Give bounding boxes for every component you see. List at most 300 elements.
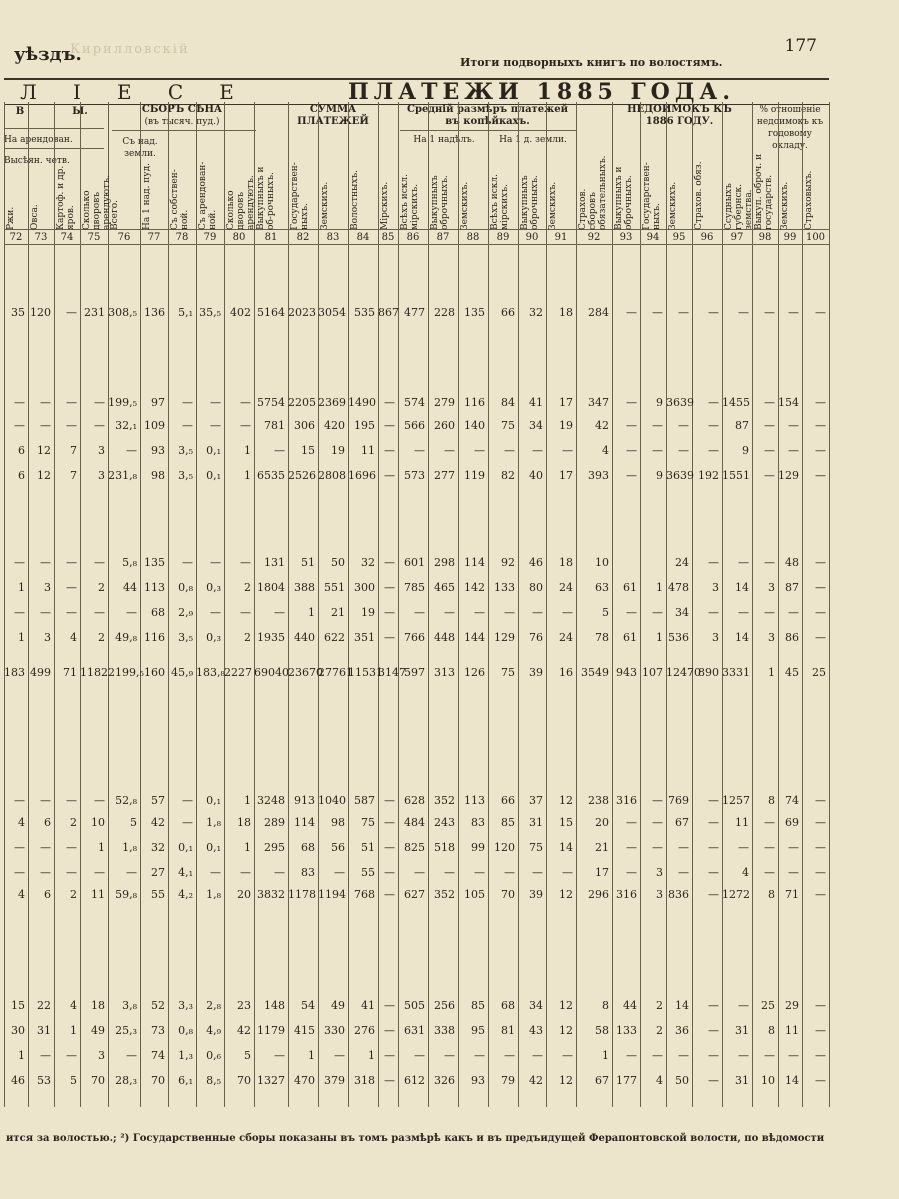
table-cell: 6,₁ [178, 1074, 193, 1087]
table-cell: 20 [237, 888, 251, 901]
table-cell: 347 [588, 396, 609, 409]
table-cell: 73 [151, 1024, 165, 1037]
table-cell: 4 [656, 1074, 663, 1087]
table-cell: 49 [331, 999, 345, 1012]
table-cell: 3 [768, 581, 775, 594]
table-cell: 71 [63, 666, 77, 679]
table-cell: 2 [98, 581, 105, 594]
table-cell: 19 [331, 444, 345, 457]
table-cell: 14 [785, 1074, 799, 1087]
table-cell: 19 [559, 419, 573, 432]
table-cell: 1 [98, 841, 105, 854]
table-cell: — [504, 1049, 515, 1062]
column-number: 73 [34, 232, 48, 243]
table-cell: 631 [404, 1024, 425, 1037]
table-cell: 31 [37, 1024, 51, 1037]
table-cell: — [626, 396, 637, 409]
table-cell: 27761 [318, 666, 353, 679]
table-cell: 448 [434, 631, 455, 644]
table-cell: 3147 [378, 666, 406, 679]
table-cell: 3331 [722, 666, 750, 679]
table-cell: 256 [434, 999, 455, 1012]
table-cell: — [815, 306, 826, 319]
table-cell: — [334, 866, 345, 879]
column-label: Волостныхъ. [350, 169, 360, 230]
table-cell: 34 [675, 606, 689, 619]
table-cell: 587 [354, 794, 375, 807]
table-cell: 61 [623, 581, 637, 594]
table-cell: — [626, 816, 637, 829]
table-cell: — [66, 306, 77, 319]
table-cell: 1 [70, 1024, 77, 1037]
table-row [0, 663, 830, 683]
table-cell: — [652, 419, 663, 432]
table-cell: — [815, 444, 826, 457]
table-cell: 177 [616, 1074, 637, 1087]
table-cell: — [40, 396, 51, 409]
table-cell: 4,₁ [178, 866, 193, 879]
column-number: 76 [117, 232, 131, 243]
column-label: Всѣхъ искл. мірскихъ. [490, 174, 510, 230]
table-cell: 116 [144, 631, 165, 644]
table-cell: 129 [778, 469, 799, 482]
table-cell: — [14, 866, 25, 879]
table-cell: 7 [70, 444, 77, 457]
table-row [0, 863, 830, 883]
column-number: 74 [60, 232, 74, 243]
table-cell: 14 [735, 631, 749, 644]
table-cell: 1194 [318, 888, 346, 901]
table-cell: 769 [668, 794, 689, 807]
table-cell: 5 [130, 816, 137, 829]
table-cell: 352 [434, 888, 455, 901]
table-cell: 551 [324, 581, 345, 594]
table-cell: 51 [361, 841, 375, 854]
table-cell: — [40, 794, 51, 807]
table-cell: 11 [735, 816, 749, 829]
table-cell: 1 [18, 631, 25, 644]
table-cell: 81 [501, 1024, 515, 1037]
section-letter: Л [20, 80, 41, 104]
table-cell: — [764, 1049, 775, 1062]
table-cell: — [126, 606, 137, 619]
table-cell: — [788, 841, 799, 854]
table-cell: — [384, 444, 395, 457]
table-cell: 238 [588, 794, 609, 807]
table-cell: — [40, 556, 51, 569]
section-title-bar [4, 78, 829, 105]
table-cell: — [40, 841, 51, 854]
table-cell: 1 [656, 581, 663, 594]
table-cell: 154 [778, 396, 799, 409]
table-cell: 295 [264, 841, 285, 854]
section-left-letters [4, 80, 254, 104]
table-cell: 0,₃ [206, 581, 221, 594]
table-cell: 50 [331, 556, 345, 569]
table-cell: 69 [785, 816, 799, 829]
table-cell: 9 [656, 469, 663, 482]
table-cell: — [66, 794, 77, 807]
table-cell: 68 [151, 606, 165, 619]
table-cell: — [708, 888, 719, 901]
running-head-left: уѣздъ. [14, 44, 82, 65]
table-cell: 1,₈ [122, 841, 137, 854]
table-cell: — [652, 606, 663, 619]
column-label: Съ собствен-ной. [170, 169, 190, 230]
table-cell: — [384, 841, 395, 854]
group-header-nedoimok: НЕДОИМОКЪ КЪ 1886 ГОДУ. [627, 104, 732, 127]
table-cell: 50 [675, 1074, 689, 1087]
table-cell: 31 [735, 1074, 749, 1087]
table-cell: 45 [785, 666, 799, 679]
table-cell: 43 [529, 1024, 543, 1037]
table-cell: 2,₉ [178, 606, 193, 619]
section-letter: С [167, 80, 188, 104]
table-cell: 87 [785, 581, 799, 594]
table-row [0, 1021, 830, 1041]
column-label: Мірскихъ. [380, 181, 390, 230]
table-cell: — [788, 1049, 799, 1062]
column-label: Выкупныхъ оброчныхъ. [520, 175, 540, 230]
table-cell: — [414, 444, 425, 457]
table-cell: — [384, 999, 395, 1012]
table-cell: 15 [559, 816, 573, 829]
table-cell: — [66, 556, 77, 569]
table-cell: 74 [785, 794, 799, 807]
table-cell: 98 [151, 469, 165, 482]
table-cell: 913 [294, 794, 315, 807]
column-label: Земскихъ. [320, 181, 330, 230]
table-cell: 6 [18, 444, 25, 457]
table-cell: 16 [559, 666, 573, 679]
table-cell: 67 [675, 816, 689, 829]
table-cell: 289 [264, 816, 285, 829]
table-cell: 10 [91, 816, 105, 829]
table-cell: — [274, 606, 285, 619]
table-cell: 1182 [80, 666, 108, 679]
table-cell: 2227 [224, 666, 252, 679]
table-cell: 379 [324, 1074, 345, 1087]
table-cell: — [788, 866, 799, 879]
table-cell: 1 [244, 841, 251, 854]
table-cell: — [626, 469, 637, 482]
column-number: 99 [783, 232, 797, 243]
table-row [0, 996, 830, 1016]
table-cell: 120 [494, 841, 515, 854]
table-cell: 25,₃ [115, 1024, 137, 1037]
table-cell: — [504, 444, 515, 457]
table-cell: — [274, 1049, 285, 1062]
table-cell: — [788, 444, 799, 457]
table-cell: 597 [404, 666, 425, 679]
table-cell: 1455 [722, 396, 750, 409]
table-cell: 627 [404, 888, 425, 901]
table-cell: 12470 [666, 666, 701, 679]
table-row [0, 885, 830, 905]
table-cell: — [626, 841, 637, 854]
table-cell: — [708, 396, 719, 409]
table-cell: 135 [464, 306, 485, 319]
table-cell: — [708, 419, 719, 432]
table-cell: 192 [698, 469, 719, 482]
table-cell: 3 [44, 581, 51, 594]
table-cell: — [384, 794, 395, 807]
table-cell: 135 [144, 556, 165, 569]
table-cell: — [14, 419, 25, 432]
column-number: 83 [326, 232, 340, 243]
table-cell: 133 [494, 581, 515, 594]
table-cell: 785 [404, 581, 425, 594]
table-cell: 74 [151, 1049, 165, 1062]
table-cell: 11531 [348, 666, 383, 679]
table-cell: 195 [354, 419, 375, 432]
table-cell: — [240, 419, 251, 432]
table-cell: — [240, 606, 251, 619]
table-row [0, 393, 830, 413]
table-cell: 41 [361, 999, 375, 1012]
table-cell: — [334, 1049, 345, 1062]
group-header-arendovan: На арендован. [4, 135, 73, 145]
table-cell: 3054 [318, 306, 346, 319]
table-cell: 5 [602, 606, 609, 619]
column-number: 88 [466, 232, 480, 243]
table-cell: 2 [244, 631, 251, 644]
table-cell: 1 [18, 581, 25, 594]
table-cell: — [384, 1074, 395, 1087]
table-cell: 75 [501, 419, 515, 432]
table-cell: — [764, 419, 775, 432]
table-cell: 470 [294, 1074, 315, 1087]
column-number: 75 [87, 232, 101, 243]
table-cell: 3 [712, 581, 719, 594]
table-cell: 114 [464, 556, 485, 569]
table-cell: 3 [98, 1049, 105, 1062]
table-cell: — [414, 866, 425, 879]
table-cell: — [182, 556, 193, 569]
section-title: ПЛАТЕЖИ 1885 ГОДА. [348, 79, 735, 105]
column-number: 96 [700, 232, 714, 243]
column-label: Ржи. [6, 206, 16, 230]
table-cell: 8 [768, 888, 775, 901]
table-row [0, 303, 830, 323]
table-cell: 1,₈ [206, 888, 221, 901]
table-cell: 3 [712, 631, 719, 644]
table-cell: — [678, 306, 689, 319]
table-cell: 781 [264, 419, 285, 432]
table-cell: — [210, 396, 221, 409]
table-cell: 31 [735, 1024, 749, 1037]
table-cell: 0,₁ [206, 469, 221, 482]
table-cell: 85 [501, 816, 515, 829]
table-cell: — [40, 866, 51, 879]
table-cell: 46 [11, 1074, 25, 1087]
table-cell: — [384, 888, 395, 901]
table-cell: 612 [404, 1074, 425, 1087]
table-cell: — [384, 866, 395, 879]
section-letter: Е [219, 80, 238, 104]
table-cell: 52 [151, 999, 165, 1012]
table-cell: 393 [588, 469, 609, 482]
table-cell: 83 [471, 816, 485, 829]
table-cell: 12 [559, 1024, 573, 1037]
ghost-text: Кирилловскій [70, 42, 190, 57]
table-cell: — [532, 606, 543, 619]
table-cell: — [274, 866, 285, 879]
table-cell: 10 [595, 556, 609, 569]
table-cell: — [764, 606, 775, 619]
table-cell: 57 [151, 794, 165, 807]
table-cell: 2199,₅ [108, 666, 144, 679]
table-cell: 93 [151, 444, 165, 457]
table-cell: 3,₅ [178, 469, 193, 482]
table-cell: 114 [294, 816, 315, 829]
column-number: 91 [554, 232, 568, 243]
table-cell: — [210, 606, 221, 619]
table-cell: 15 [11, 999, 25, 1012]
table-cell: 44 [123, 581, 137, 594]
table-cell: 1179 [257, 1024, 285, 1037]
table-cell: — [66, 396, 77, 409]
table-cell: — [126, 444, 137, 457]
table-cell: 86 [785, 631, 799, 644]
table-cell: — [815, 1049, 826, 1062]
table-cell: — [708, 841, 719, 854]
table-cell: 46 [529, 556, 543, 569]
table-cell: 2369 [318, 396, 346, 409]
table-cell: 66 [501, 794, 515, 807]
table-cell: — [384, 556, 395, 569]
table-cell: — [444, 1049, 455, 1062]
table-cell: — [708, 606, 719, 619]
table-cell: 6 [44, 816, 51, 829]
table-cell: 12 [37, 444, 51, 457]
table-cell: — [815, 866, 826, 879]
column-label: Государствен-ныхъ. [642, 162, 662, 230]
table-cell: — [708, 816, 719, 829]
table-cell: 80 [529, 581, 543, 594]
table-cell: 477 [404, 306, 425, 319]
table-cell: 316 [616, 794, 637, 807]
table-cell: 12 [559, 888, 573, 901]
table-cell: 7 [70, 469, 77, 482]
table-cell: 14 [735, 581, 749, 594]
table-cell: 518 [434, 841, 455, 854]
table-cell: 1 [244, 444, 251, 457]
footnote: ится за волостью.; ²) Государственные сборы показаны въ томъ размѣрѣ какъ и въ предъидущей Ферапонтовской волости, по вѣдомости [6, 1133, 825, 1144]
table-cell: 160 [144, 666, 165, 679]
table-cell: 1 [602, 1049, 609, 1062]
column-number: 78 [175, 232, 189, 243]
table-cell: — [182, 396, 193, 409]
table-cell: 1040 [318, 794, 346, 807]
table-cell: 2 [70, 816, 77, 829]
table-cell: 70 [151, 1074, 165, 1087]
table-cell: 136 [144, 306, 165, 319]
column-number: 90 [525, 232, 539, 243]
table-cell: — [210, 419, 221, 432]
table-cell: — [626, 306, 637, 319]
table-cell: 28,₃ [115, 1074, 137, 1087]
table-cell: — [210, 866, 221, 879]
table-cell: 54 [301, 999, 315, 1012]
table-cell: 505 [404, 999, 425, 1012]
table-cell: 17 [559, 469, 573, 482]
header-rule [112, 130, 256, 131]
table-cell: — [708, 306, 719, 319]
table-cell: 42 [595, 419, 609, 432]
column-label: Государствен-ныхъ. [290, 162, 310, 230]
table-cell: 3832 [257, 888, 285, 901]
table-cell: 113 [144, 581, 165, 594]
table-cell: — [384, 469, 395, 482]
table-cell: 148 [264, 999, 285, 1012]
table-cell: 10 [761, 1074, 775, 1087]
table-cell: 25 [812, 666, 826, 679]
table-cell: 142 [464, 581, 485, 594]
table-cell: — [474, 444, 485, 457]
table-cell: — [815, 794, 826, 807]
table-cell: 183 [4, 666, 25, 679]
table-cell: — [708, 556, 719, 569]
table-cell: 99 [471, 841, 485, 854]
table-cell: 17 [595, 866, 609, 879]
table-cell: 42 [237, 1024, 251, 1037]
table-cell: 1327 [257, 1074, 285, 1087]
table-cell: — [815, 606, 826, 619]
table-cell: 8,₅ [206, 1074, 221, 1087]
table-cell: — [14, 794, 25, 807]
column-number: 86 [406, 232, 420, 243]
column-label: Страхов. сборовъ обязательныхъ. [578, 155, 608, 230]
table-cell: 867 [378, 306, 399, 319]
column-label: Овса. [30, 204, 40, 230]
table-row [0, 416, 830, 436]
table-cell: 45,₉ [171, 666, 193, 679]
table-cell: 2808 [318, 469, 346, 482]
table-cell: 98 [331, 816, 345, 829]
table-row [0, 628, 830, 648]
table-cell: 825 [404, 841, 425, 854]
table-cell: — [384, 816, 395, 829]
table-cell: 129 [494, 631, 515, 644]
table-cell: 1 [768, 666, 775, 679]
table-cell: — [562, 606, 573, 619]
table-cell: 70 [237, 1074, 251, 1087]
group-header-sbor-sena-sub: (въ тысяч. пуд.) [144, 117, 220, 127]
group-header-v: В [15, 106, 25, 117]
table-cell: 0,₁ [178, 841, 193, 854]
table-cell: 3 [98, 444, 105, 457]
table-cell: — [532, 1049, 543, 1062]
table-cell: 17 [559, 396, 573, 409]
table-cell: 32,₁ [115, 419, 137, 432]
table-cell: 1,₃ [178, 1049, 193, 1062]
table-cell: — [384, 1049, 395, 1062]
table-cell: 279 [434, 396, 455, 409]
column-label: Выкупныхъ оброчныхъ. [430, 175, 450, 230]
table-cell: 3 [656, 866, 663, 879]
table-cell: 15 [301, 444, 315, 457]
table-cell: 36 [675, 1024, 689, 1037]
table-cell: 1 [244, 469, 251, 482]
table-cell: 49 [91, 1024, 105, 1037]
table-cell: 71 [785, 888, 799, 901]
table-cell: — [182, 419, 193, 432]
column-number: 92 [587, 232, 601, 243]
table-cell: 4,₂ [178, 888, 193, 901]
table-cell: 2526 [288, 469, 316, 482]
table-cell: — [562, 1049, 573, 1062]
